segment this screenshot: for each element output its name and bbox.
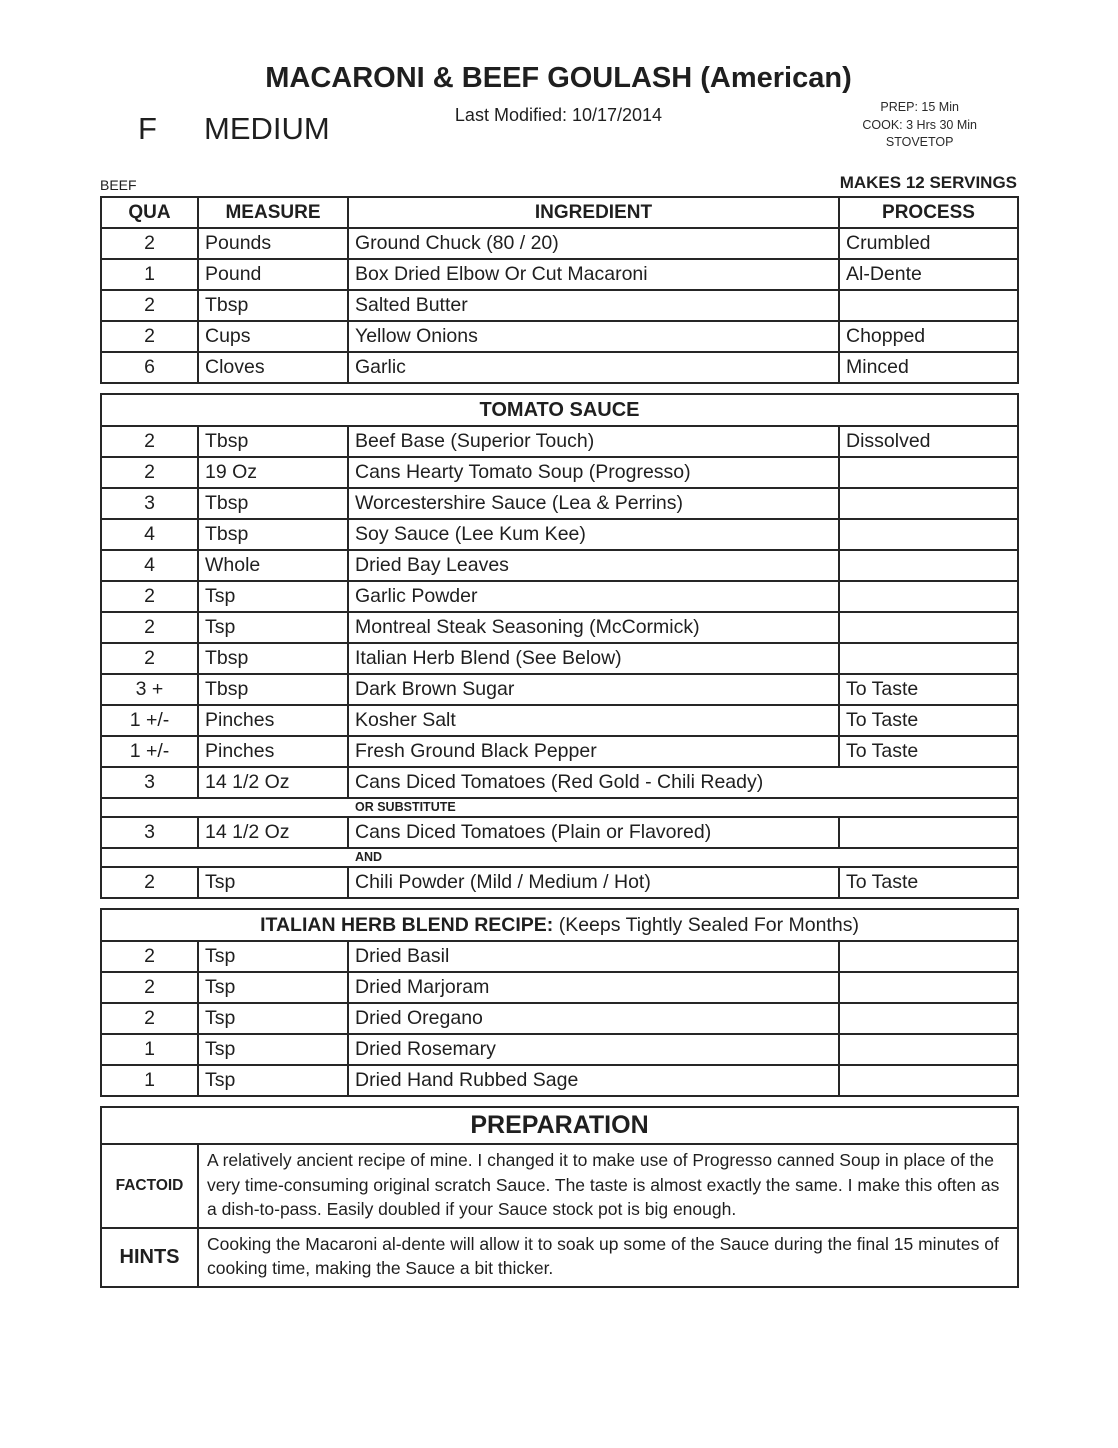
qua-cell: 1 +/- xyxy=(101,705,198,736)
measure-cell: Pounds xyxy=(198,228,348,259)
note-cell: OR SUBSTITUTE xyxy=(101,798,1018,817)
measure-cell: Tbsp xyxy=(198,488,348,519)
measure-cell: Pinches xyxy=(198,705,348,736)
tomato-sauce-table xyxy=(100,393,1019,899)
process-cell xyxy=(839,1003,1018,1034)
qua-cell: 4 xyxy=(101,519,198,550)
process-cell: Minced xyxy=(839,352,1018,383)
factoid-row xyxy=(101,1144,1018,1228)
herb-blend-table xyxy=(100,908,1019,1097)
column-header-measure: MEASURE xyxy=(198,197,348,228)
process-cell xyxy=(839,1065,1018,1096)
measure-cell: Tsp xyxy=(198,1065,348,1096)
ingredient-cell: Box Dried Elbow Or Cut Macaroni xyxy=(348,259,839,290)
qua-cell: 2 xyxy=(101,457,198,488)
table-row xyxy=(101,867,1018,898)
table-row xyxy=(101,767,1018,798)
table-row xyxy=(101,798,1018,817)
process-cell: Crumbled xyxy=(839,228,1018,259)
table-row xyxy=(101,228,1018,259)
category-label: BEEF xyxy=(100,177,137,193)
ingredient-cell: Dried Hand Rubbed Sage xyxy=(348,1065,839,1096)
ingredient-cell: Ground Chuck (80 / 20) xyxy=(348,228,839,259)
table-row xyxy=(101,972,1018,1003)
table-row xyxy=(101,736,1018,767)
measure-cell: 14 1/2 Oz xyxy=(198,817,348,848)
servings-label: MAKES 12 SERVINGS xyxy=(839,173,1017,192)
prep-time: PREP: 15 Min xyxy=(880,100,959,114)
column-header-qua: QUA xyxy=(101,197,198,228)
process-cell xyxy=(839,488,1018,519)
measure-cell: Tbsp xyxy=(198,674,348,705)
factoid-label: FACTOID xyxy=(101,1144,198,1228)
section-header-row xyxy=(101,909,1018,941)
difficulty-label: MEDIUM xyxy=(204,111,330,146)
measure-cell: Cloves xyxy=(198,352,348,383)
qua-cell: 2 xyxy=(101,867,198,898)
table-row xyxy=(101,581,1018,612)
table-row xyxy=(101,674,1018,705)
table-row xyxy=(101,290,1018,321)
qua-cell: 2 xyxy=(101,581,198,612)
ingredient-cell: Beef Base (Superior Touch) xyxy=(348,426,839,457)
table-row xyxy=(101,426,1018,457)
process-cell xyxy=(839,941,1018,972)
ingredient-cell: Dried Bay Leaves xyxy=(348,550,839,581)
page-title: MACARONI & BEEF GOULASH (American) xyxy=(265,62,852,94)
herb-blend-title xyxy=(101,909,1018,941)
qua-cell: 1 xyxy=(101,259,198,290)
qua-cell: 3 xyxy=(101,767,198,798)
qua-cell: 3 + xyxy=(101,674,198,705)
table-row xyxy=(101,488,1018,519)
table-row xyxy=(101,848,1018,867)
note-cell: AND xyxy=(101,848,1018,867)
measure-cell: Tsp xyxy=(198,972,348,1003)
ingredient-cell: Cans Hearty Tomato Soup (Progresso) xyxy=(348,457,839,488)
hints-text: Cooking the Macaroni al-dente will allow it to soak up some of the Sauce during the final 15 minutes of cooking time, making the Sauce a bit thicker. xyxy=(198,1228,1018,1287)
column-header-process: PROCESS xyxy=(839,197,1018,228)
process-cell xyxy=(839,550,1018,581)
qua-cell: 1 xyxy=(101,1065,198,1096)
ingredient-cell: Dark Brown Sugar xyxy=(348,674,839,705)
cook-time: COOK: 3 Hrs 30 Min xyxy=(862,117,977,132)
measure-cell: Tsp xyxy=(198,581,348,612)
ingredient-cell: Garlic Powder xyxy=(348,581,839,612)
qua-cell: 2 xyxy=(101,1003,198,1034)
table-row xyxy=(101,519,1018,550)
qua-cell: 2 xyxy=(101,321,198,352)
process-cell: To Taste xyxy=(839,674,1018,705)
section-header-row xyxy=(101,1107,1018,1144)
herb-blend-title-bold: ITALIAN HERB BLEND RECIPE: xyxy=(260,913,554,936)
ingredient-cell: Cans Diced Tomatoes (Red Gold - Chili Ready) xyxy=(348,767,1018,798)
process-cell xyxy=(839,581,1018,612)
process-cell: To Taste xyxy=(839,867,1018,898)
measure-cell: Tsp xyxy=(198,941,348,972)
column-header-row xyxy=(101,197,1018,228)
process-cell xyxy=(839,1034,1018,1065)
process-cell: Dissolved xyxy=(839,426,1018,457)
process-cell: Chopped xyxy=(839,321,1018,352)
qua-cell: 2 xyxy=(101,643,198,674)
measure-cell: Tbsp xyxy=(198,290,348,321)
ingredient-cell: Cans Diced Tomatoes (Plain or Flavored) xyxy=(348,817,839,848)
measure-cell: Pound xyxy=(198,259,348,290)
preparation-title: PREPARATION xyxy=(101,1107,1018,1144)
measure-cell: Tsp xyxy=(198,1034,348,1065)
last-modified: Last Modified: 10/17/2014 xyxy=(454,105,663,125)
tomato-sauce-title: TOMATO SAUCE xyxy=(101,394,1018,426)
ingredient-cell: Dried Marjoram xyxy=(348,972,839,1003)
ingredient-cell: Worcestershire Sauce (Lea & Perrins) xyxy=(348,488,839,519)
measure-cell: 19 Oz xyxy=(198,457,348,488)
factoid-text: A relatively ancient recipe of mine. I changed it to make use of Progresso canned Soup in place of the very time-consuming original scratch Sauce. The taste is almost exactly the same. I make this often as a dish-to-pass. Easily doubled if your Sauce stock pot is big enough. xyxy=(198,1144,1018,1228)
qua-cell: 1 xyxy=(101,1034,198,1065)
process-cell xyxy=(839,519,1018,550)
process-cell: To Taste xyxy=(839,705,1018,736)
qua-cell: 2 xyxy=(101,290,198,321)
measure-cell: Tsp xyxy=(198,612,348,643)
table-row xyxy=(101,643,1018,674)
hints-label: HINTS xyxy=(101,1228,198,1287)
hints-row xyxy=(101,1228,1018,1287)
table-row xyxy=(101,1065,1018,1096)
qua-cell: 2 xyxy=(101,228,198,259)
process-cell xyxy=(839,612,1018,643)
table-row xyxy=(101,457,1018,488)
preparation-table xyxy=(100,1106,1019,1288)
table-row xyxy=(101,705,1018,736)
ingredient-cell: Salted Butter xyxy=(348,290,839,321)
process-cell: To Taste xyxy=(839,736,1018,767)
qua-cell: 6 xyxy=(101,352,198,383)
process-cell xyxy=(839,457,1018,488)
cook-method: STOVETOP xyxy=(885,135,954,149)
measure-cell: Tbsp xyxy=(198,426,348,457)
herb-blend-title-note: (Keeps Tightly Sealed For Months) xyxy=(553,913,859,936)
table-row xyxy=(101,321,1018,352)
measure-cell: Cups xyxy=(198,321,348,352)
process-cell xyxy=(839,972,1018,1003)
ingredient-cell: Montreal Steak Seasoning (McCormick) xyxy=(348,612,839,643)
qua-cell: 4 xyxy=(101,550,198,581)
table-row xyxy=(101,352,1018,383)
table-row xyxy=(101,612,1018,643)
grade-label: F xyxy=(138,111,157,146)
table-row xyxy=(101,550,1018,581)
ingredient-cell: Dried Oregano xyxy=(348,1003,839,1034)
process-cell xyxy=(839,817,1018,848)
ingredient-cell: Italian Herb Blend (See Below) xyxy=(348,643,839,674)
table-row xyxy=(101,259,1018,290)
ingredient-cell: Fresh Ground Black Pepper xyxy=(348,736,839,767)
table-row xyxy=(101,817,1018,848)
measure-cell: Whole xyxy=(198,550,348,581)
qua-cell: 3 xyxy=(101,817,198,848)
ingredient-cell: Dried Basil xyxy=(348,941,839,972)
ingredient-cell: Soy Sauce (Lee Kum Kee) xyxy=(348,519,839,550)
ingredient-cell: Dried Rosemary xyxy=(348,1034,839,1065)
ingredient-cell: Chili Powder (Mild / Medium / Hot) xyxy=(348,867,839,898)
section-header-row xyxy=(101,394,1018,426)
measure-cell: 14 1/2 Oz xyxy=(198,767,348,798)
measure-cell: Tbsp xyxy=(198,519,348,550)
header-meta-row xyxy=(100,95,1017,167)
ingredients-table xyxy=(100,196,1019,384)
qua-cell: 1 +/- xyxy=(101,736,198,767)
ingredient-cell: Kosher Salt xyxy=(348,705,839,736)
measure-cell: Tsp xyxy=(198,867,348,898)
table-row xyxy=(101,1003,1018,1034)
measure-cell: Pinches xyxy=(198,736,348,767)
qua-cell: 2 xyxy=(101,972,198,1003)
category-row xyxy=(100,167,1017,193)
qua-cell: 2 xyxy=(101,612,198,643)
measure-cell: Tsp xyxy=(198,1003,348,1034)
qua-cell: 2 xyxy=(101,941,198,972)
ingredient-cell: Yellow Onions xyxy=(348,321,839,352)
process-cell xyxy=(839,290,1018,321)
time-info-block xyxy=(862,99,977,152)
qua-cell: 2 xyxy=(101,426,198,457)
ingredient-cell: Garlic xyxy=(348,352,839,383)
table-row xyxy=(101,941,1018,972)
qua-cell: 3 xyxy=(101,488,198,519)
process-cell: Al-Dente xyxy=(839,259,1018,290)
measure-cell: Tbsp xyxy=(198,643,348,674)
process-cell xyxy=(839,643,1018,674)
table-row xyxy=(101,1034,1018,1065)
column-header-ingredient: INGREDIENT xyxy=(348,197,839,228)
